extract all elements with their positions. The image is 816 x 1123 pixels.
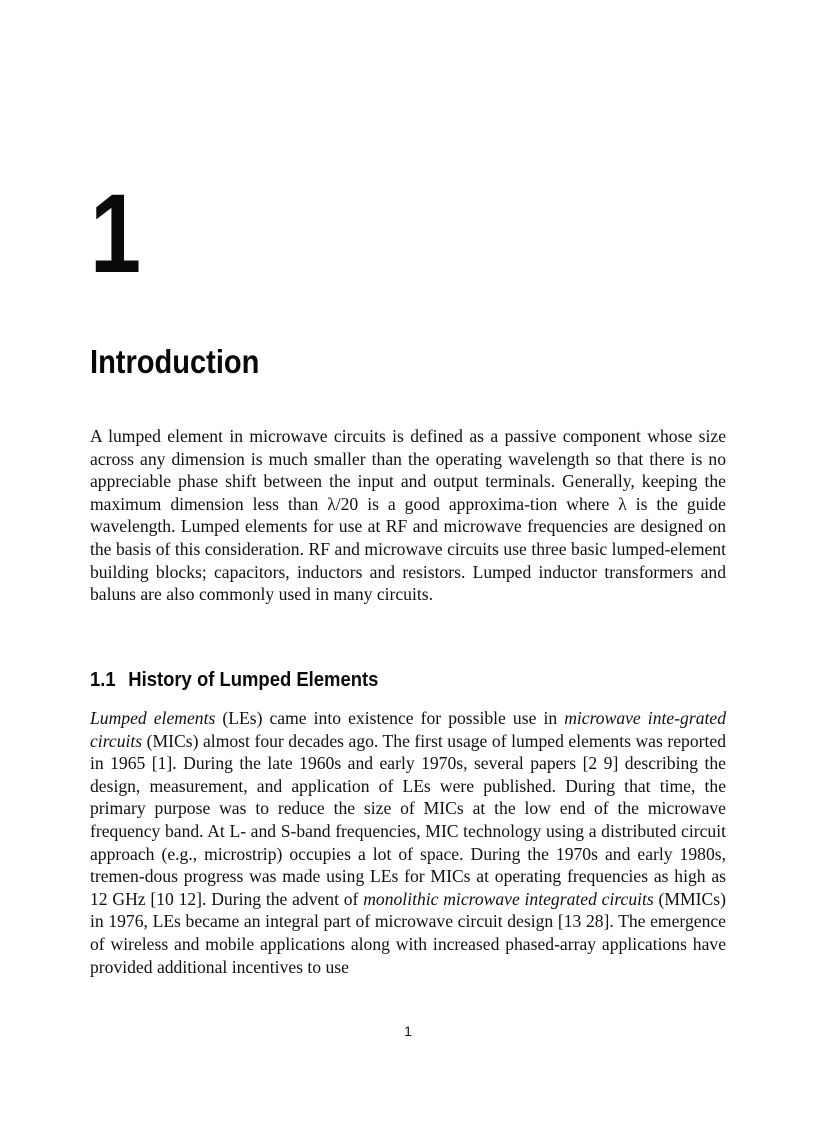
chapter-number: 1 <box>90 171 140 296</box>
chapter-title: Introduction <box>90 343 260 380</box>
section-number: 1.1 <box>90 668 116 691</box>
history-text-2: (MICs) almost four decades ago. The first usage of lumped elements was reported in 1965 [1]. During the late 1960s and early 1970s, several papers [2 9] describing the design, measurement, and application of LEs were published. During that time, the primary purpose was to reduce the size of MICs at the low end of the microwave frequency band. At L- and S-band frequencies, MIC technology using a distributed circuit approach (e.g., microstrip) occupies a lot of space. During the 1970s and early 1980s, tremen-dous progress was made using LEs for MICs at operating frequencies as high as 12 GHz [10 12]. During the advent of <box>90 730 726 909</box>
intro-paragraph: A lumped element in microwave circuits is defined as a passive component whose size across any dimension is much smaller than the operating wavelength so that there is no appreciable phase shift between the input and output terminals. Generally, keeping the maximum dimension less than λ/20 is a good approxima-tion where λ is the guide wavelength. Lumped elements for use at RF and microwave frequencies are designed on the basis of this consideration. RF and microwave circuits use three basic lumped-element building blocks; capacitors, inductors and resistors. Lumped inductor transformers and baluns are also commonly used in many circuits. <box>90 426 726 605</box>
term-microwave-integrated-circuits: microwave inte-grated circuits <box>90 708 726 751</box>
term-monolithic-microwave-integrated-circuits: monolithic microwave integrated circuits <box>363 888 654 909</box>
history-text-1: (LEs) came into existence for possible use in <box>215 708 565 728</box>
history-text-3: (MMICs) in 1976, LEs became an integral part of microwave circuit design [13 28]. The emergence of wireless and mobile applications along with increased phased-array applications have provided additional incentives to use <box>90 888 726 977</box>
section-title: History of Lumped Elements <box>128 668 379 691</box>
term-lumped-elements: Lumped elements <box>90 708 216 728</box>
history-paragraph <box>90 707 726 978</box>
page-number: 1 <box>404 1023 412 1039</box>
section-heading <box>90 670 378 691</box>
